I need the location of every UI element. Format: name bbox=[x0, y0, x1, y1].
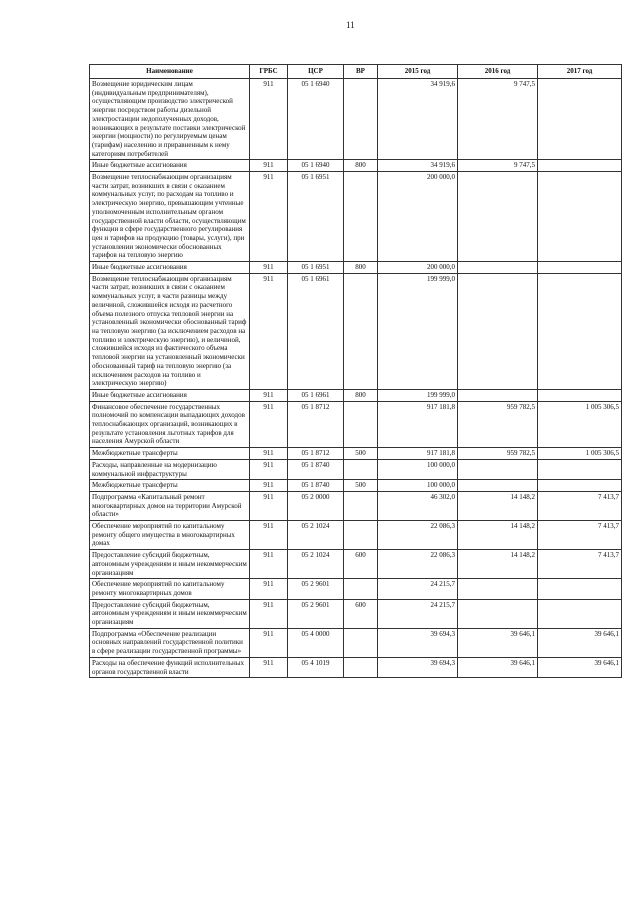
cell-vr: 500 bbox=[344, 448, 378, 460]
cell-name: Предоставление субсидий бюджетным, автономным учреждениям и иным некоммерческим организациям bbox=[90, 550, 250, 579]
page-number: 11 bbox=[346, 20, 355, 30]
cell-y2016 bbox=[458, 579, 538, 599]
cell-csr: 05 2 1024 bbox=[288, 521, 344, 550]
table-row bbox=[90, 172, 622, 262]
table-row bbox=[90, 262, 622, 274]
cell-y2016: 9 747,5 bbox=[458, 160, 538, 172]
cell-y2017 bbox=[538, 599, 622, 628]
table-row bbox=[90, 160, 622, 172]
cell-grbs: 911 bbox=[250, 459, 288, 479]
cell-vr bbox=[344, 579, 378, 599]
table-row bbox=[90, 79, 622, 160]
cell-grbs: 911 bbox=[250, 160, 288, 172]
cell-y2015: 34 919,6 bbox=[378, 160, 458, 172]
header-2017: 2017 год bbox=[538, 65, 622, 79]
cell-y2016: 959 782,5 bbox=[458, 448, 538, 460]
cell-y2015: 22 086,3 bbox=[378, 550, 458, 579]
cell-name: Иные бюджетные ассигнования bbox=[90, 262, 250, 274]
table-row bbox=[90, 401, 622, 448]
cell-y2016: 39 646,1 bbox=[458, 657, 538, 677]
cell-y2015: 917 181,8 bbox=[378, 448, 458, 460]
cell-grbs: 911 bbox=[250, 273, 288, 389]
header-name: Наименование bbox=[90, 65, 250, 79]
cell-y2017 bbox=[538, 262, 622, 274]
cell-csr: 05 1 8712 bbox=[288, 401, 344, 448]
cell-y2015: 100 000,0 bbox=[378, 480, 458, 492]
cell-y2017: 39 646,1 bbox=[538, 657, 622, 677]
table-row bbox=[90, 550, 622, 579]
cell-y2017 bbox=[538, 160, 622, 172]
cell-y2016: 14 148,2 bbox=[458, 521, 538, 550]
cell-csr: 05 2 9601 bbox=[288, 579, 344, 599]
cell-y2016: 14 148,2 bbox=[458, 491, 538, 520]
header-grbs: ГРБС bbox=[250, 65, 288, 79]
cell-vr: 600 bbox=[344, 550, 378, 579]
cell-y2017: 7 413,7 bbox=[538, 491, 622, 520]
cell-y2016 bbox=[458, 459, 538, 479]
cell-y2017 bbox=[538, 480, 622, 492]
table-row bbox=[90, 579, 622, 599]
cell-y2017 bbox=[538, 172, 622, 262]
cell-y2015: 199 999,0 bbox=[378, 273, 458, 389]
cell-y2017: 7 413,7 bbox=[538, 521, 622, 550]
cell-csr: 05 4 1019 bbox=[288, 657, 344, 677]
cell-grbs: 911 bbox=[250, 389, 288, 401]
cell-csr: 05 2 9601 bbox=[288, 599, 344, 628]
cell-y2015: 46 302,0 bbox=[378, 491, 458, 520]
cell-vr: 500 bbox=[344, 480, 378, 492]
cell-name: Предоставление субсидий бюджетным, автономным учреждениям и иным некоммерческим организациям bbox=[90, 599, 250, 628]
cell-grbs: 911 bbox=[250, 628, 288, 657]
cell-y2016: 959 782,5 bbox=[458, 401, 538, 448]
cell-name: Обеспечение мероприятий по капитальному ремонту общего имущества в многоквартирных домах bbox=[90, 521, 250, 550]
header-csr: ЦСР bbox=[288, 65, 344, 79]
cell-vr: 800 bbox=[344, 262, 378, 274]
cell-name: Межбюджетные трансферты bbox=[90, 448, 250, 460]
cell-vr bbox=[344, 401, 378, 448]
cell-y2015: 39 694,3 bbox=[378, 657, 458, 677]
table-row bbox=[90, 599, 622, 628]
cell-grbs: 911 bbox=[250, 599, 288, 628]
cell-vr bbox=[344, 521, 378, 550]
cell-grbs: 911 bbox=[250, 79, 288, 160]
cell-csr: 05 2 1024 bbox=[288, 550, 344, 579]
cell-y2016: 39 646,1 bbox=[458, 628, 538, 657]
cell-grbs: 911 bbox=[250, 448, 288, 460]
cell-y2016: 14 148,2 bbox=[458, 550, 538, 579]
cell-y2015: 199 999,0 bbox=[378, 389, 458, 401]
cell-y2015: 917 181,8 bbox=[378, 401, 458, 448]
table-row bbox=[90, 448, 622, 460]
cell-y2016: 9 747,5 bbox=[458, 79, 538, 160]
table-row bbox=[90, 480, 622, 492]
cell-csr: 05 1 6961 bbox=[288, 389, 344, 401]
header-row bbox=[90, 65, 622, 79]
cell-name: Межбюджетные трансферты bbox=[90, 480, 250, 492]
cell-y2015: 34 919,6 bbox=[378, 79, 458, 160]
cell-y2015: 200 000,0 bbox=[378, 262, 458, 274]
table-row bbox=[90, 521, 622, 550]
cell-csr: 05 1 6940 bbox=[288, 79, 344, 160]
cell-y2016 bbox=[458, 389, 538, 401]
cell-y2015: 100 000,0 bbox=[378, 459, 458, 479]
cell-grbs: 911 bbox=[250, 401, 288, 448]
cell-y2016 bbox=[458, 480, 538, 492]
table-row bbox=[90, 389, 622, 401]
cell-grbs: 911 bbox=[250, 491, 288, 520]
header-2016: 2016 год bbox=[458, 65, 538, 79]
cell-csr: 05 1 6940 bbox=[288, 160, 344, 172]
cell-csr: 05 2 0000 bbox=[288, 491, 344, 520]
cell-vr: 600 bbox=[344, 599, 378, 628]
cell-y2016 bbox=[458, 262, 538, 274]
cell-csr: 05 4 0000 bbox=[288, 628, 344, 657]
header-2015: 2015 год bbox=[378, 65, 458, 79]
cell-name: Возмещение юридическим лицам (индивидуальным предпринимателям), осуществляющим производство электрической энергии посредством работы дизельной электростанции недополученных доходов, возникающих в результате поставки электрической энергии (мощности) по регулируемым ценам (тарифам) населению и приравненным к нему категориям потребителей bbox=[90, 79, 250, 160]
cell-vr bbox=[344, 628, 378, 657]
cell-y2016 bbox=[458, 172, 538, 262]
cell-csr: 05 1 8740 bbox=[288, 480, 344, 492]
cell-name: Обеспечение мероприятий по капитальному ремонту многоквартирных домов bbox=[90, 579, 250, 599]
cell-y2016 bbox=[458, 273, 538, 389]
cell-y2017 bbox=[538, 79, 622, 160]
cell-grbs: 911 bbox=[250, 657, 288, 677]
cell-y2017: 7 413,7 bbox=[538, 550, 622, 579]
table-row bbox=[90, 628, 622, 657]
cell-name: Возмещение теплоснабжающим организациям части затрат, возникших в связи с оказанием коммунальных услуг, в части разницы между величиной, сложившейся исходя из расчетного объема полезного отпуска тепловой энергии на установленный экономически обоснованный тариф на тепловую энергию (за исключением расходов на топливо и электрическую энергию), и величиной, сложившейся исходя из фактического объема тепловой энергии на установленный экономически обоснованный тариф на тепловую энергию (за исключением расходов на топливо и электрическую энергию) bbox=[90, 273, 250, 389]
cell-y2015: 200 000,0 bbox=[378, 172, 458, 262]
cell-vr: 800 bbox=[344, 160, 378, 172]
cell-name: Финансовое обеспечение государственных полномочий по компенсации выпадающих доходов теплоснабжающих организаций, возникающих в результате установления льготных тарифов для населения Амурской области bbox=[90, 401, 250, 448]
cell-vr bbox=[344, 657, 378, 677]
cell-vr bbox=[344, 79, 378, 160]
cell-y2017: 1 005 306,5 bbox=[538, 448, 622, 460]
header-vr: ВР bbox=[344, 65, 378, 79]
cell-name: Расходы, направленные на модернизацию коммунальной инфраструктуры bbox=[90, 459, 250, 479]
cell-grbs: 911 bbox=[250, 262, 288, 274]
cell-csr: 05 1 8740 bbox=[288, 459, 344, 479]
cell-y2015: 39 694,3 bbox=[378, 628, 458, 657]
cell-vr bbox=[344, 491, 378, 520]
cell-vr bbox=[344, 459, 378, 479]
cell-y2017 bbox=[538, 389, 622, 401]
cell-csr: 05 1 6961 bbox=[288, 273, 344, 389]
cell-y2015: 22 086,3 bbox=[378, 521, 458, 550]
budget-table bbox=[89, 64, 622, 678]
cell-name: Возмещение теплоснабжающим организациям части затрат, возникших в связи с оказанием коммунальных услуг, по расходам на топливо и электрическую энергию, превышающим учтенные уполномоченным исполнительным органом государственной власти области, осуществляющим функции в сфере государственного регулирования цен и тарифов на продукцию (товары, услуги), при установлении экономически обоснованных тарифов на тепловую энергию bbox=[90, 172, 250, 262]
cell-csr: 05 1 6951 bbox=[288, 262, 344, 274]
cell-csr: 05 1 8712 bbox=[288, 448, 344, 460]
cell-y2017: 1 005 306,5 bbox=[538, 401, 622, 448]
cell-y2017 bbox=[538, 273, 622, 389]
cell-vr bbox=[344, 273, 378, 389]
cell-name: Иные бюджетные ассигнования bbox=[90, 389, 250, 401]
cell-y2015: 24 215,7 bbox=[378, 599, 458, 628]
table-row bbox=[90, 273, 622, 389]
cell-y2015: 24 215,7 bbox=[378, 579, 458, 599]
cell-name: Иные бюджетные ассигнования bbox=[90, 160, 250, 172]
cell-csr: 05 1 6951 bbox=[288, 172, 344, 262]
cell-name: Подпрограмма «Обеспечение реализации основных направлений государственной политики в сфере реализации государственной программы» bbox=[90, 628, 250, 657]
cell-name: Подпрограмма «Капитальный ремонт многоквартирных домов на территории Амурской области» bbox=[90, 491, 250, 520]
table-row bbox=[90, 657, 622, 677]
table-row bbox=[90, 491, 622, 520]
cell-y2017: 39 646,1 bbox=[538, 628, 622, 657]
cell-name: Расходы на обеспечение функций исполнительных органов государственной власти bbox=[90, 657, 250, 677]
cell-vr: 800 bbox=[344, 389, 378, 401]
cell-grbs: 911 bbox=[250, 480, 288, 492]
cell-grbs: 911 bbox=[250, 172, 288, 262]
cell-grbs: 911 bbox=[250, 579, 288, 599]
table-row bbox=[90, 459, 622, 479]
cell-y2017 bbox=[538, 579, 622, 599]
cell-vr bbox=[344, 172, 378, 262]
cell-y2017 bbox=[538, 459, 622, 479]
cell-grbs: 911 bbox=[250, 521, 288, 550]
cell-grbs: 911 bbox=[250, 550, 288, 579]
cell-y2016 bbox=[458, 599, 538, 628]
